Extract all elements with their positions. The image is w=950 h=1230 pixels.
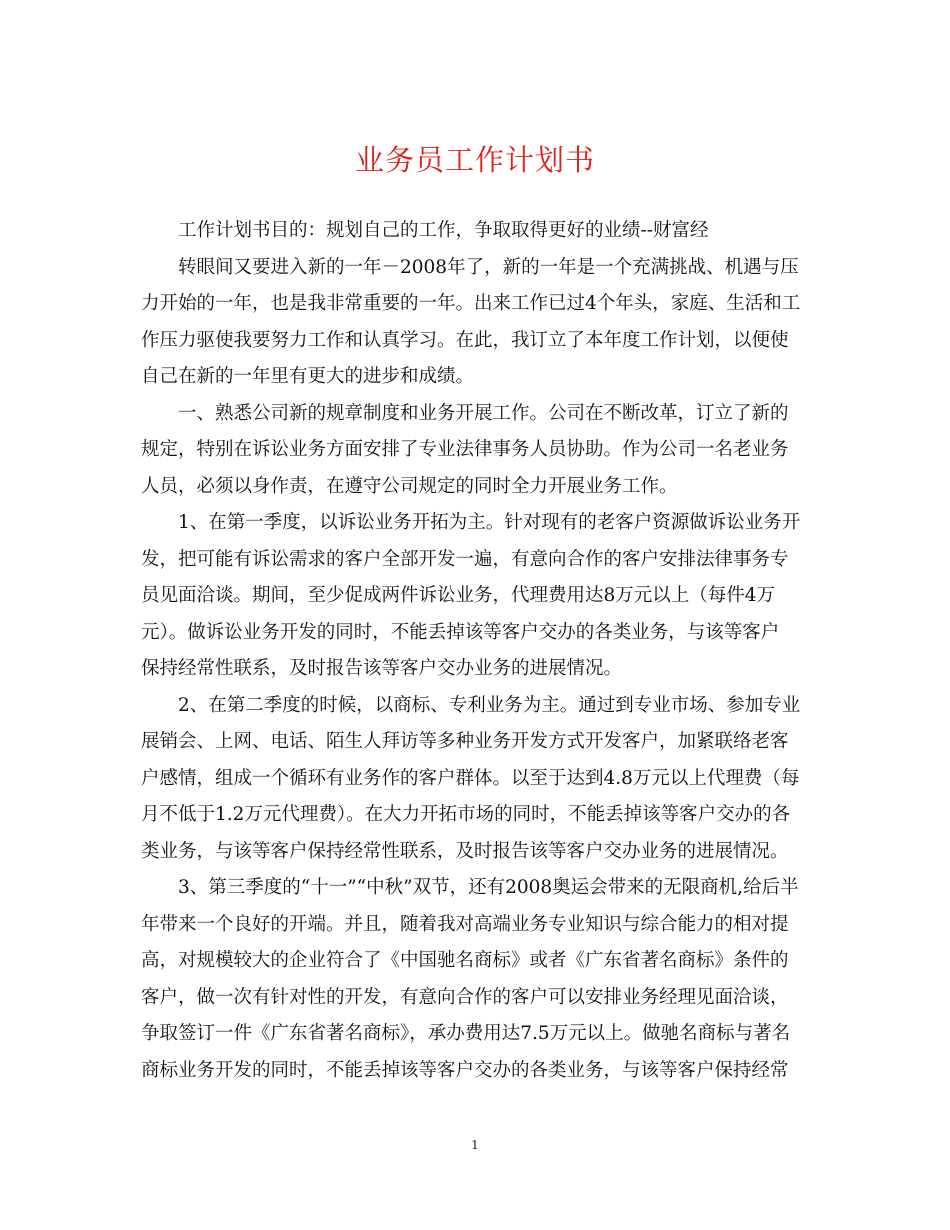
paragraph-line: 力开始的一年，也是我非常重要的一年。出来工作已过4个年头，家庭、生活和工	[141, 293, 801, 314]
paragraph-line: 保持经常性联系，及时报告该等客户交办业务的进展情况。	[141, 658, 623, 679]
paragraph-line: 2、在第二季度的时候，以商标、专利业务为主。通过到专业市场、参加专业	[178, 694, 801, 716]
paragraph-line: 3、第三季度的“十一”“中秋”双节，还有2008奥运会带来的无限商机,给后半	[178, 877, 799, 898]
paragraph-line: 类业务，与该等客户保持经常性联系，及时报告该等客户交办业务的进展情况。	[141, 840, 789, 862]
paragraph-line: 客户，做一次有针对性的开发，有意向合作的客户可以安排业务经理见面洽谈，	[141, 986, 789, 1008]
page-number: 1	[471, 1138, 479, 1152]
paragraph-line: 发，把可能有诉讼需求的客户全部开发一遍，有意向合作的客户安排法律事务专	[141, 548, 789, 570]
paragraph-line: 户感情，组成一个循环有业务作的客户群体。以至于达到4.8万元以上代理费（每	[141, 767, 800, 789]
paragraph-line: 规定，特别在诉讼业务方面安排了专业法律事务人员协助。作为公司一名老业务	[141, 439, 789, 460]
paragraph-line: 元）。做诉讼业务开发的同时，不能丢掉该等客户交办的各类业务，与该等客户	[141, 621, 780, 643]
paragraph-line: 员见面洽谈。期间，至少促成两件诉讼业务，代理费用达8万元以上（每件4万	[141, 585, 776, 606]
paragraph	[141, 505, 811, 688]
paragraph-line: 转眼间又要进入新的一年－2008年了，新的一年是一个充满挑战、机遇与压	[178, 256, 799, 278]
paragraph-line: 一、熟悉公司新的规章制度和业务开展工作。公司在不断改革，订立了新的	[178, 402, 789, 424]
paragraph-line: 年带来一个良好的开端。并且，随着我对高端业务专业知识与综合能力的相对提	[141, 913, 789, 935]
paragraph	[141, 250, 811, 396]
paragraph	[141, 396, 811, 506]
paragraph-line: 自己在新的一年里有更大的进步和成绩。	[141, 366, 475, 387]
paragraph	[141, 213, 811, 250]
paragraph-line: 高，对规模较大的企业符合了《中国驰名商标》或者《广东省著名商标》条件的	[141, 950, 789, 971]
paragraph-line: 1、在第一季度，以诉讼业务开拓为主。针对现有的老客户资源做诉讼业务开	[178, 512, 801, 533]
paragraph-line: 月不低于1.2万元代理费）。在大力开拓市场的同时，不能丢掉该等客户交办的各	[141, 804, 791, 825]
document-title: 业务员工作计划书	[354, 143, 595, 177]
paragraph-line: 人员，必须以身作责，在遵守公司规定的同时全力开展业务工作。	[141, 475, 678, 497]
paragraph-line: 商标业务开发的同时，不能丢掉该等客户交办的各类业务，与该等客户保持经常	[141, 1059, 789, 1081]
paragraph-line: 争取签订一件《广东省著名商标》，承办费用达7.5万元以上。做驰名商标与著名	[141, 1023, 791, 1044]
paragraph-line: 作压力驱使我要努力工作和认真学习。在此，我订立了本年度工作计划，以便使	[141, 329, 789, 351]
paragraph-line: 展销会、上网、电话、陌生人拜访等多种业务开发方式开发客户，加紧联络老客	[141, 731, 789, 752]
document-body	[141, 213, 811, 1089]
paragraph	[141, 870, 811, 1089]
paragraph-line: 工作计划书目的：规划自己的工作，争取取得更好的业绩--财富经	[178, 220, 709, 241]
paragraph	[141, 688, 811, 871]
